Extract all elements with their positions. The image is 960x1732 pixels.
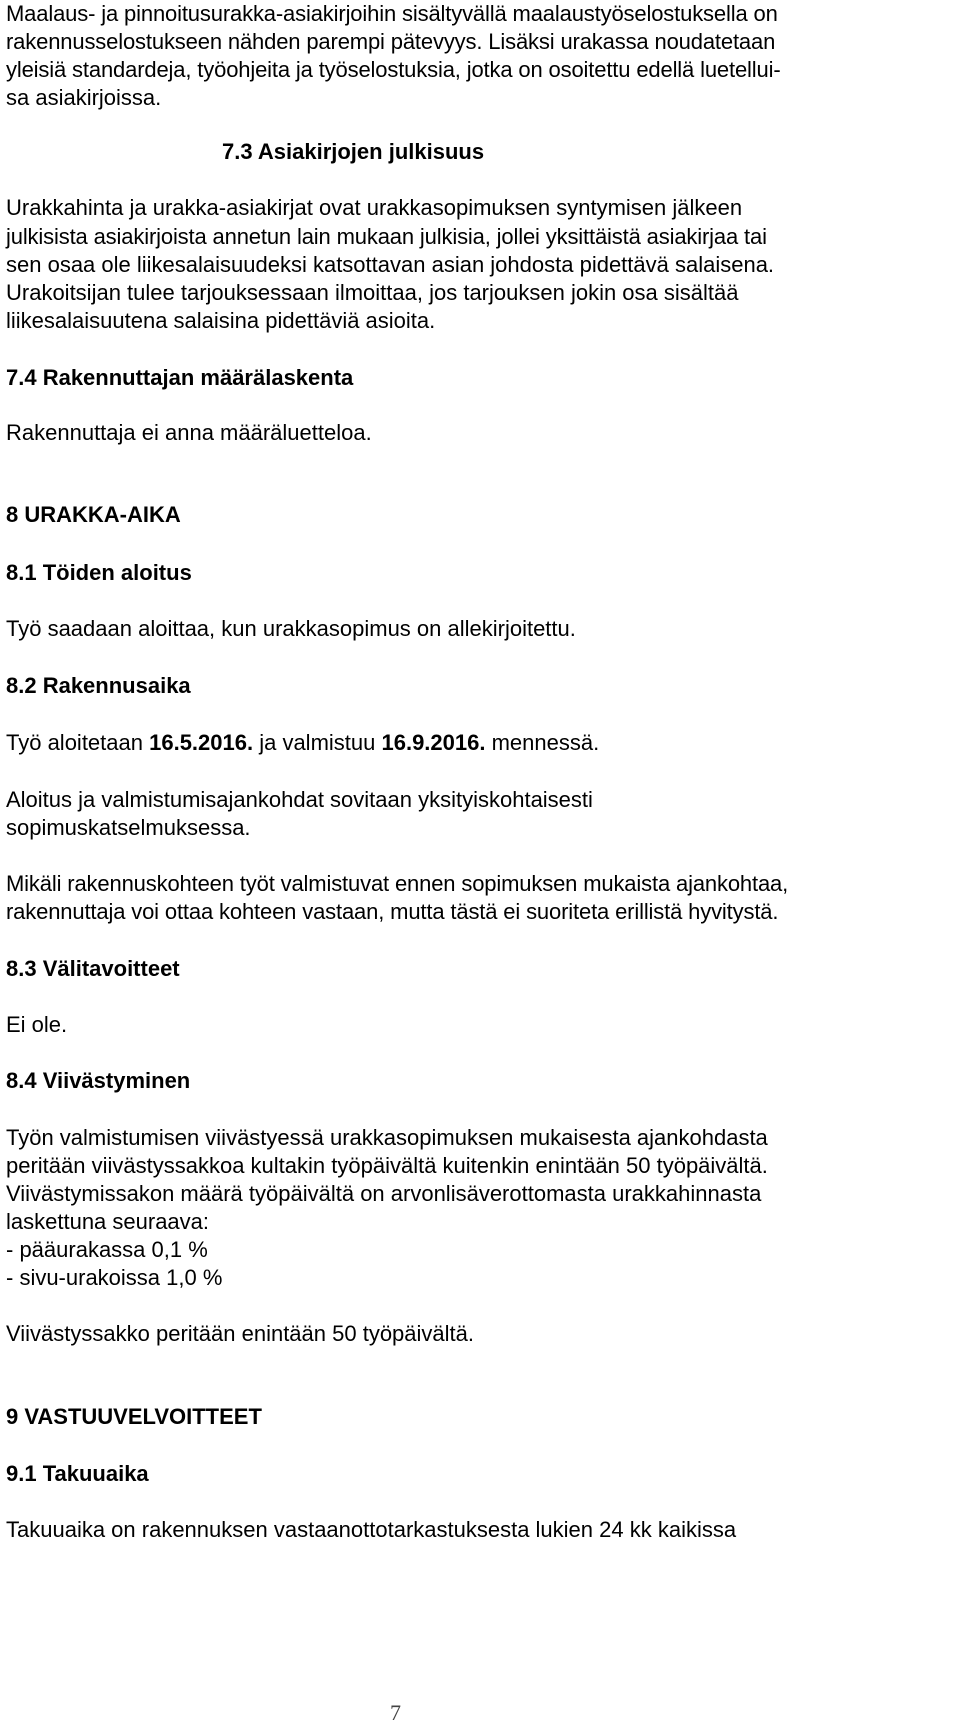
- s8-3-line-1: Ei ole.: [6, 1012, 68, 1037]
- s8-2-p2-line-2: sopimuskatselmuksessa.: [6, 815, 251, 840]
- heading-7-4: 7.4 Rakennuttajan määrälaskenta: [6, 365, 354, 390]
- s8-4-line-6: - sivu-urakoissa 1,0 %: [6, 1265, 223, 1290]
- schedule-start-prefix: Työ aloitetaan: [6, 730, 150, 755]
- s8-4-line-1: Työn valmistumisen viivästyessä urakkasopimuksen mukaisesta ajankohdasta: [6, 1125, 768, 1150]
- s8-4-line-5: - pääurakassa 0,1 %: [6, 1237, 208, 1262]
- heading-8-4: 8.4 Viivästyminen: [6, 1068, 191, 1093]
- intro-line-2: rakennusselostukseen nähden parempi pätevyys. Lisäksi urakassa noudatetaan: [6, 29, 776, 54]
- s7-4-line-1: Rakennuttaja ei anna määräluetteloa.: [6, 420, 372, 445]
- s7-3-line-2: julkisista asiakirjoista annetun lain mukaan julkisia, jollei yksittäistä asiakirjaa tai: [6, 224, 767, 249]
- heading-8-3: 8.3 Välitavoitteet: [6, 956, 180, 981]
- s8-2-p3-line-1: Mikäli rakennuskohteen työt valmistuvat ennen sopimuksen mukaista ajankohtaa,: [6, 871, 789, 896]
- document-page: [6, 0, 954, 1732]
- schedule-end-date: 16.9.2016.: [381, 730, 486, 755]
- heading-8-2: 8.2 Rakennusaika: [6, 673, 191, 698]
- s8-2-p2-line-1: Aloitus ja valmistumisajankohdat sovitaan yksityiskohtaisesti: [6, 787, 593, 812]
- page-number: 7: [390, 1700, 401, 1725]
- heading-7-3: 7.3 Asiakirjojen julkisuus: [222, 139, 485, 164]
- heading-9-1: 9.1 Takuuaika: [6, 1461, 149, 1486]
- s9-1-line-1: Takuuaika on rakennuksen vastaanottotarkastuksesta lukien 24 kk kaikissa: [6, 1517, 737, 1542]
- heading-8-1: 8.1 Töiden aloitus: [6, 560, 192, 585]
- schedule-mid: ja valmistuu: [253, 730, 382, 755]
- s7-3-line-1: Urakkahinta ja urakka-asiakirjat ovat urakkasopimuksen syntymisen jälkeen: [6, 195, 743, 220]
- intro-line-1: Maalaus- ja pinnoitusurakka-asiakirjoihin sisältyvällä maalaustyöselostuksella on: [6, 1, 778, 26]
- s8-4-line-4: laskettuna seuraava:: [6, 1209, 210, 1234]
- s7-3-line-3: sen osaa ole liikesalaisuudeksi katsottavan asian johdosta pidettävä salaisena.: [6, 252, 775, 277]
- schedule-end-suffix: mennessä.: [485, 730, 600, 755]
- s8-4-line-7: Viivästyssakko peritään enintään 50 työpäivältä.: [6, 1321, 474, 1346]
- s7-3-line-4: Urakoitsijan tulee tarjouksessaan ilmoittaa, jos tarjouksen jokin osa sisältää: [6, 280, 739, 305]
- s8-1-line-1: Työ saadaan aloittaa, kun urakkasopimus on allekirjoitettu.: [6, 616, 576, 641]
- intro-line-4: sa asiakirjoissa.: [6, 85, 162, 110]
- heading-9: 9 VASTUUVELVOITTEET: [6, 1404, 262, 1429]
- s8-4-line-3: Viivästymissakon määrä työpäivältä on arvonlisäverottomasta urakkahinnasta: [6, 1181, 762, 1206]
- s8-4-line-2: peritään viivästyssakkoa kultakin työpäivältä kuitenkin enintään 50 työpäivältä.: [6, 1153, 768, 1178]
- heading-8: 8 URAKKA-AIKA: [6, 502, 181, 527]
- s8-2-schedule-line: [6, 729, 599, 757]
- intro-line-3: yleisiä standardeja, työohjeita ja työselostuksia, jotka on osoitettu edellä luetellui-: [6, 57, 781, 82]
- schedule-start-date: 16.5.2016.: [149, 730, 254, 755]
- s8-2-p3-line-2: rakennuttaja voi ottaa kohteen vastaan, mutta tästä ei suoriteta erillistä hyvitystä.: [6, 899, 779, 924]
- s7-3-line-5: liikesalaisuutena salaisina pidettäviä asioita.: [6, 308, 436, 333]
